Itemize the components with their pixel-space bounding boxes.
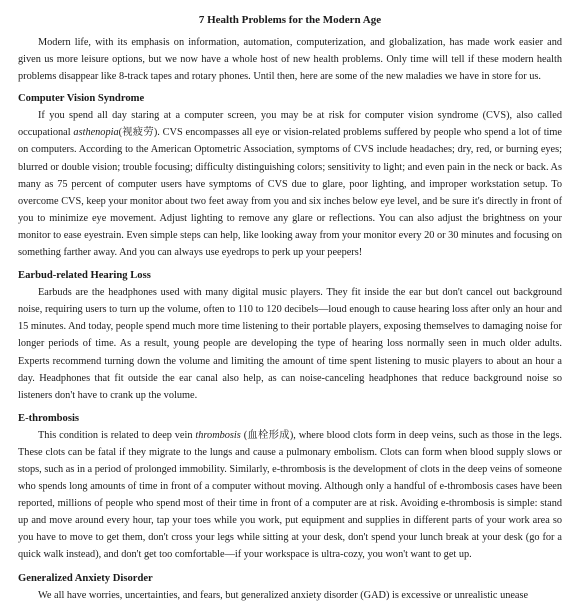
- cvs-term: asthenopia: [73, 127, 119, 139]
- section-heading-cvs: Computer Vision Syndrome: [18, 93, 145, 105]
- section-paragraph-earbud: Earbuds are the headphones used with many digital music players. They fit inside the ear but don't cancel out background noise, requiring users to turn up the volume, often to 110 to 120 decibels—loud enough to cause hearing loss after only an hour and 15 minutes. And today, people spend much more time listening to their portable players, exposing themselves to damaging noise for longer periods of time. As a result, young people are developing the type of hearing loss normally seen in much older adults. Experts recommend turning down the volume and limiting the amount of time spent listening to music players to about an hour a day. Headphones that fit outside the ear canal also help, as can noise-canceling headphones that reduce background noise so listeners don't have to crank up the volume.: [18, 287, 562, 401]
- ethrombosis-text-b: , where blood clots form in deep veins, such as those in the legs. These clots can be fatal if they migrate to the lungs and cause a pulmonary embolism. Clots can form when blood supply slows or stops, such as in a period of prolonged immobility. Similarly, e-thrombosis is the development of clots in the deep veins of someone who spends long amounts of time in front of a computer without moving. Although only a handful of e-thrombosis cases have been reported, millions of people who spend most of their time in front of a computer are at risk. Avoiding e-thrombosis is simple: stand up and move around every hour, tap your toes while you work, put equipment and supplies in different parts of your work area so you have to move to get them, don't cross your legs while sitting at your desk, don't spend your lunch break at your desk (go for a quick walk instead), and don't get too comfortable—if your workspace is ultra-cozy, you won't want to get up.: [18, 429, 562, 561]
- section-paragraph-ethrombosis: [18, 427, 562, 564]
- section-heading-earbud: Earbud-related Hearing Loss: [18, 270, 151, 282]
- ethrombosis-gloss: (血栓形成): [240, 429, 294, 441]
- section-paragraph-cvs: [18, 107, 562, 261]
- ethrombosis-term: thrombosis: [195, 429, 241, 441]
- ethrombosis-text-a: This condition is related to deep vein: [38, 429, 196, 441]
- intro-paragraph: Modern life, with its emphasis on information, automation, computerization, and globalization, has made work easier and given us more leisure options, but we now have a whole host of new health problems. Only time will tell if these modern health problems disappear like 8-track tapes and rotary phones. Until then, here are some of the new maladies we have in store for us.: [18, 37, 562, 83]
- cvs-text-a: If you spend all day staring at a computer screen, you may be at risk for computer vision syndrome (CVS), also called occupational: [18, 110, 562, 139]
- section-heading-ethrombosis: E-thrombosis: [18, 412, 80, 424]
- section-heading-gad: Generalized Anxiety Disorder: [18, 572, 153, 584]
- section-paragraph-gad: We all have worries, uncertainties, and fears, but generalized anxiety disorder (GAD) is excessive or unrealistic unease: [38, 589, 529, 601]
- cvs-gloss: (视疲劳): [118, 127, 158, 139]
- cvs-text-b: . CVS encompasses all eye or vision-related problems suffered by people who spend a lot of time on computers. According to the American Optometric Association, symptoms of CVS include headaches; dry, red, or burning eyes; blurred or double vision; trouble focusing; difficulty distinguishing colors; sensitivity to light; and even pain in the neck or back. As many as 75 percent of computer users have symptoms of CVS due to glare, poor lighting, and improper workstation setup. To overcome CVS, keep your monitor about two feet away from you and six inches below eye level, and be sure it's directly in front of you to minimize eye movement. Adjust lighting to remove any glare or reflections. You can also adjust the brightness on your monitor to ease eyestrain. Even simple steps can help, like looking away from your monitor every 20 or 30 minutes and focusing on something farther away. And you can always use eyedrops to perk up your peepers!: [18, 127, 562, 259]
- page-title: 7 Health Problems for the Modern Age: [198, 14, 382, 26]
